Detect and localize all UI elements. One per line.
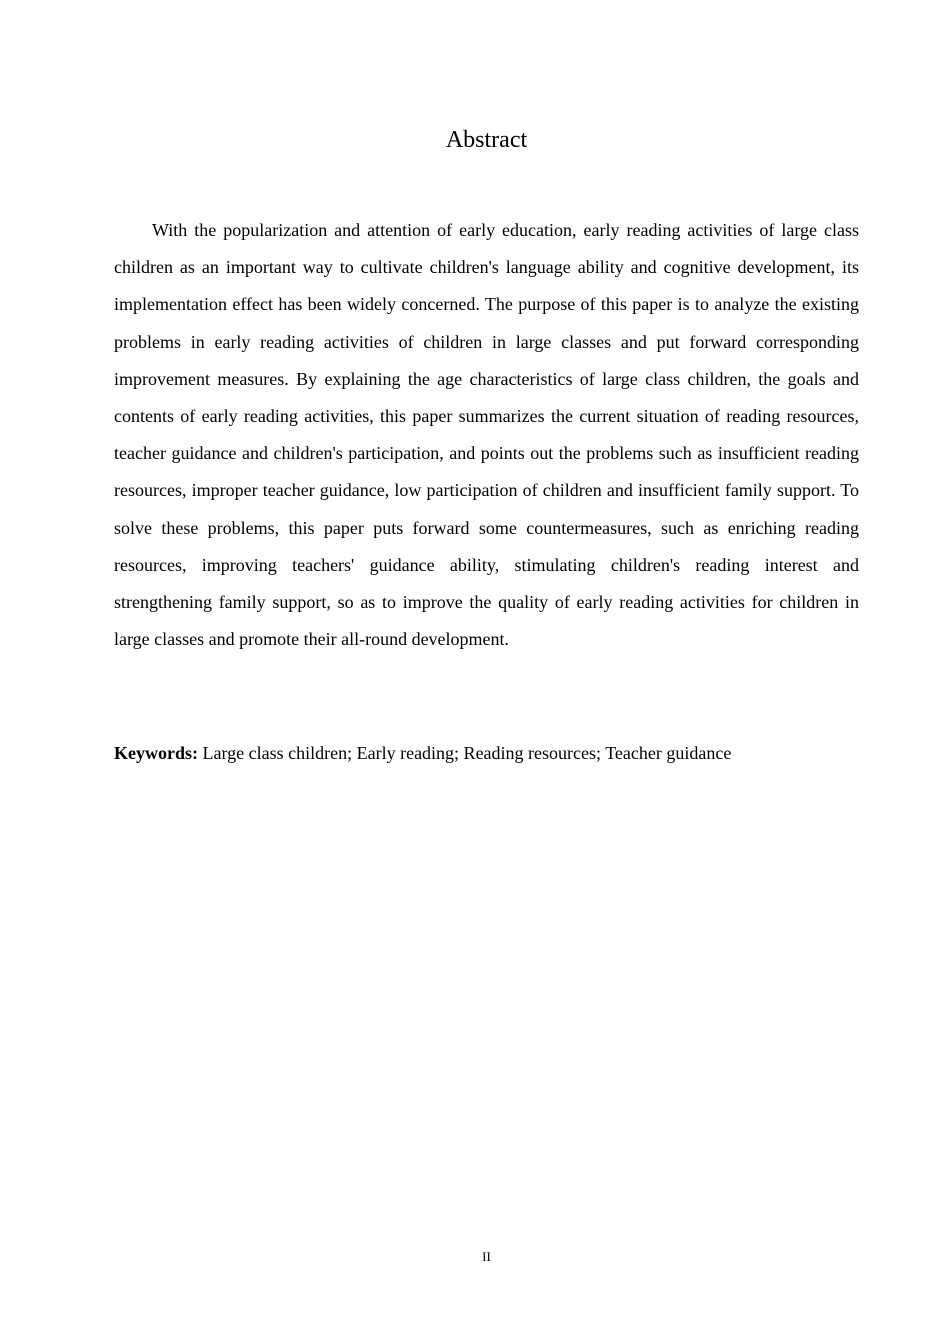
keywords-label: Keywords: <box>114 743 198 763</box>
page-number: II <box>482 1249 491 1264</box>
abstract-title: Abstract <box>445 127 528 153</box>
keywords-text: Large class children; Early reading; Reading resources; Teacher guidance <box>202 743 732 763</box>
abstract-paragraph: With the popularization and attention of early education, early reading activities of large class children as an important way to cultivate children's language ability and cognitive development, its implementation effect has been widely concerned. The purpose of this paper is to analyze the existing problems in early reading activities of children in large classes and put forward corresponding improvement measures. By explaining the age characteristics of large class children, the goals and contents of early reading activities, this paper summarizes the current situation of reading resources, teacher guidance and children's participation, and points out the problems such as insufficient reading resources, improper teacher guidance, low participation of children and insufficient family support. To solve these problems, this paper puts forward some countermeasures, such as enriching reading resources, improving teachers' guidance ability, stimulating children's reading interest and strengthening family support, so as to improve the quality of early reading activities for children in large classes and promote their all-round development. <box>114 220 859 650</box>
keywords-line <box>114 737 859 769</box>
